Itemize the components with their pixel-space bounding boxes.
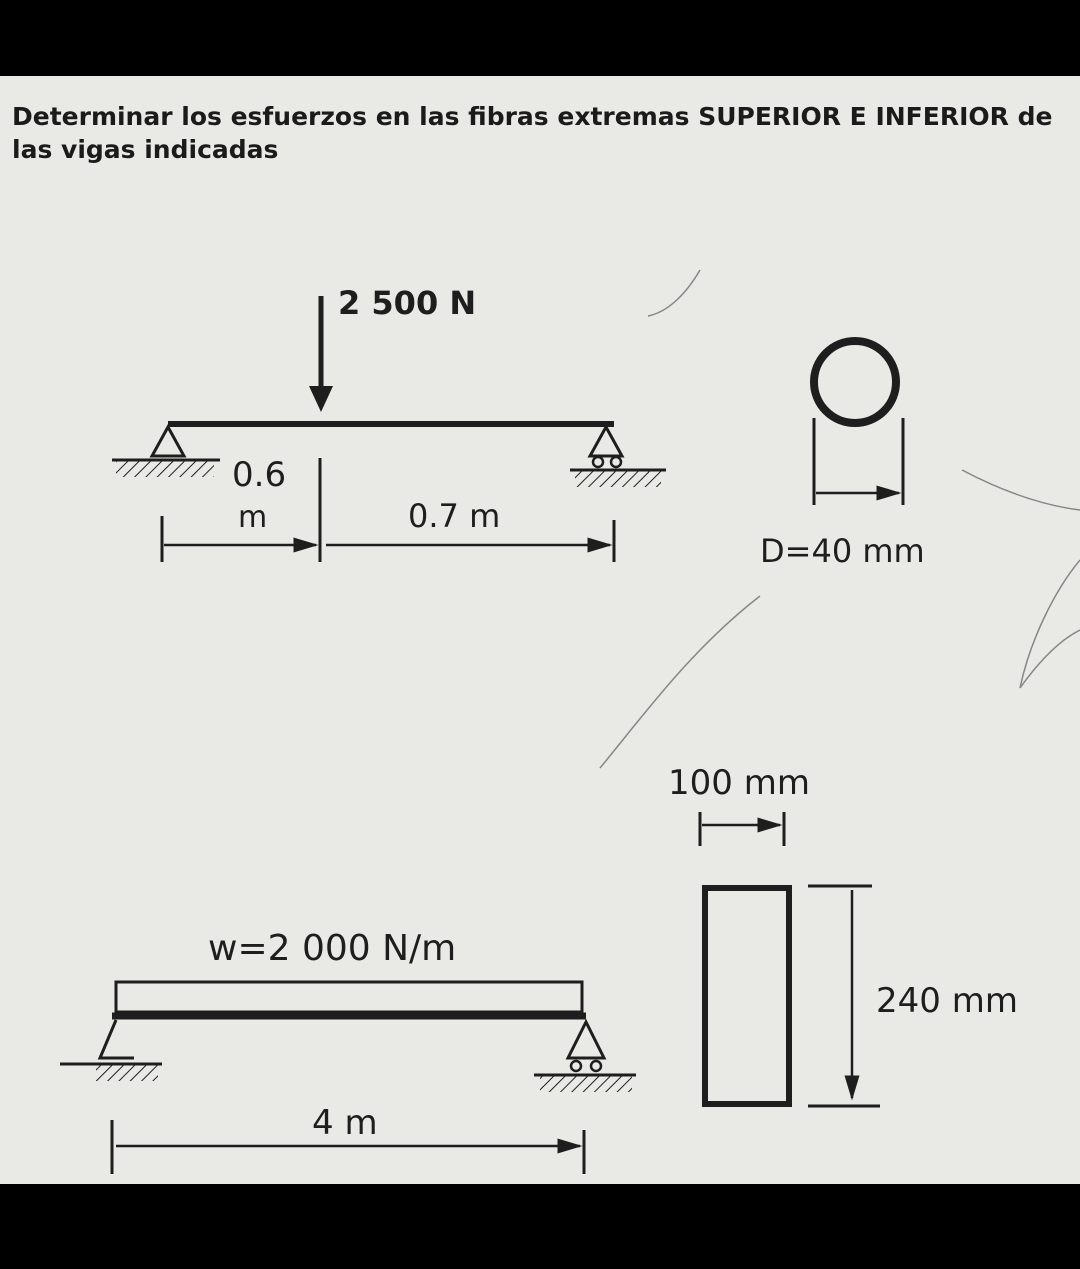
- problem-statement-line1: Determinar los esfuerzos en las fibras extremas SUPERIOR E INFERIOR de: [12, 102, 1053, 131]
- point-load-label: 2 500 N: [338, 284, 477, 322]
- dimension-left-unit: m: [238, 500, 268, 535]
- beam1-diagram: [112, 284, 666, 562]
- dimension-right-label: 0.7 m: [408, 497, 501, 535]
- section-height-label: 240 mm: [876, 981, 1018, 1021]
- beam2-right-roller-support: [534, 1022, 636, 1092]
- problem-statement-line2: las vigas indicadas: [12, 135, 279, 164]
- section-width-label: 100 mm: [668, 763, 810, 803]
- beam1-right-roller-support: [570, 427, 666, 487]
- point-load-arrow: [309, 296, 333, 412]
- beam1-dimension-lines: [162, 458, 614, 562]
- beam1-left-pin-support: [112, 427, 220, 477]
- beam2-diagram: [60, 928, 636, 1174]
- beam2-left-pin-support: [60, 1020, 162, 1081]
- dimension-left-value: 0.6: [232, 455, 287, 495]
- distributed-load-block: [116, 982, 582, 1012]
- rectangular-cross-section: [705, 888, 789, 1104]
- diameter-label: D=40 mm: [760, 532, 925, 570]
- distributed-load-label: w=2 000 N/m: [208, 928, 457, 969]
- circular-section: [760, 341, 925, 570]
- circular-cross-section: [814, 341, 896, 423]
- rectangular-section: [668, 763, 1018, 1106]
- beam2-span-label: 4 m: [312, 1103, 378, 1143]
